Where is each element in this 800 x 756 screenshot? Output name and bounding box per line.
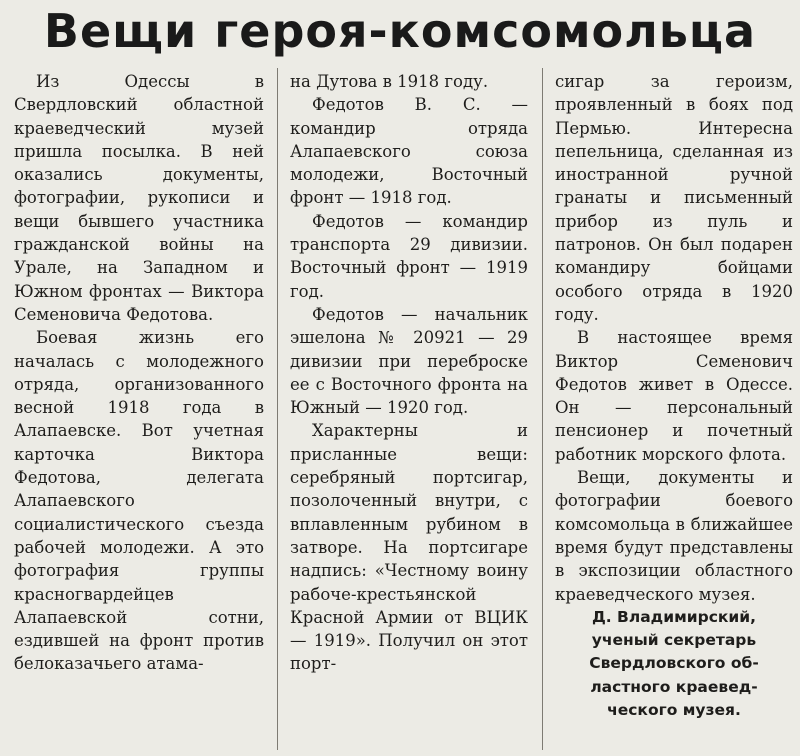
article-column-3 bbox=[555, 70, 793, 722]
author-signature bbox=[555, 606, 793, 722]
paragraph: Характерны и присланные вещи: серебряный портсигар, позолоченный внутри, с вплавленным рубином в затворе. На портсигаре надпись: «Честному воину рабоче-крестьянской Красной Армии от ВЦИК — 1919». Получил он этот порт- bbox=[290, 421, 528, 674]
column-divider bbox=[277, 68, 278, 750]
paragraph: В настоящее время Виктор Семенович Федотов живет в Одессе. Он — персональный пенсионер и почетный работник морского флота. bbox=[555, 328, 793, 464]
paragraph: Федотов — начальник эшелона № 20921 — 29 дивизии при переброске ее с Восточного фронта на Южный — 1920 год. bbox=[290, 304, 528, 418]
paragraph-continuation: сигар за героизм, проявленный в боях под Пермью. Интересна пепельница, сделанная из иностранной ручной гранаты и письменный прибор из пуль и патронов. Он был подарен командиру бойцами особого отряда в 1920 году. bbox=[555, 72, 793, 324]
author-title: Свердловского об- bbox=[589, 654, 759, 673]
paragraph: Из Одессы в Свердловский областной краеведческий музей пришла посылка. В ней оказались документы, фотографии, рукописи и вещи бывшего участника гражданской войны на Урале, на Западном и Южном фронтах — Виктора Семеновича Федотова. bbox=[14, 72, 264, 324]
article-headline: Вещи героя-комсомольца bbox=[43, 4, 757, 58]
paragraph: Вещи, документы и фотографии боевого комсомольца в ближайшее время будут представлены в экспозиции областного краеведческого музея. bbox=[555, 468, 793, 604]
author-name: Д. Владимирский, bbox=[591, 607, 757, 626]
column-divider bbox=[542, 68, 543, 750]
author-title: ученый секретарь bbox=[591, 631, 757, 650]
paragraph: Федотов — командир транспорта 29 дивизии. Восточный фронт — 1919 год. bbox=[290, 211, 528, 301]
article-column-1 bbox=[14, 70, 264, 676]
paragraph: Боевая жизнь его началась с молодежного отряда, организованного весной 1918 года в Алапаевске. Вот учетная карточка Виктора Федотова, делегата Алапаевского социалистического съезда рабочей молодежи. А это фотография группы красногвардейцев Алапаевской сотни, ездившей на фронт против белоказачьего атама- bbox=[14, 328, 264, 674]
article-column-2 bbox=[290, 70, 528, 676]
paragraph-continuation: на Дутова в 1918 году. bbox=[290, 72, 489, 91]
paragraph: Федотов В. С. — командир отряда Алапаевского союза молодежи, Восточный фронт — 1918 год. bbox=[290, 95, 528, 208]
author-title: ластного краевед- bbox=[590, 677, 758, 696]
author-title: ческого музея. bbox=[607, 701, 741, 720]
